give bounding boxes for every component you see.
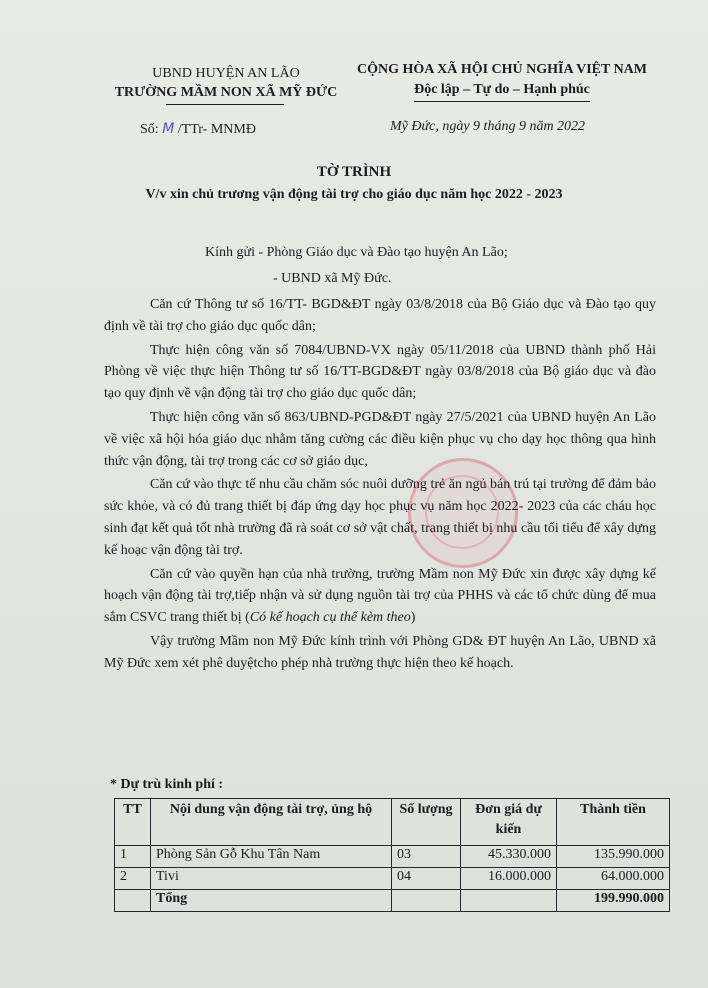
body-paragraph: Thực hiện công văn số 863/UBND-PGD&ĐT ngày 27/5/2021 của UBND huyện An Lão về việc xã hội hóa giáo dục nhằm tăng cường các điều kiện phục vụ cho dạy học thông qua hình thức vận động, tài trợ trong các cơ sở giáo dục, bbox=[104, 409, 656, 469]
item-name: Phòng Sản Gỗ Khu Tân Nam bbox=[151, 846, 392, 868]
table-row bbox=[115, 846, 670, 868]
table-row bbox=[115, 868, 670, 890]
column-header: TT bbox=[115, 799, 151, 846]
column-header: Thành tiền bbox=[557, 799, 670, 846]
document-title: TỜ TRÌNH bbox=[316, 164, 392, 180]
body-paragraph: Thực hiện công văn số 7084/UBND-VX ngày 05/11/2018 của UBND thành phố Hải Phòng về việc thực hiện Thông tư số 16/TT-BGD&ĐT ngày 03/8/2018 của Bộ giáo dục và đào tạo quy định về vận động tài trợ cho giáo dục quốc dân; bbox=[104, 342, 656, 402]
item-quantity: 03 bbox=[392, 846, 461, 868]
line-amount: 64.000.000 bbox=[557, 868, 670, 890]
national-motto: Độc lập – Tự do – Hạnh phúc bbox=[414, 80, 590, 102]
row-index: 1 bbox=[115, 846, 151, 868]
body-paragraph: Căn cứ Thông tư số 16/TT- BGD&ĐT ngày 03/8/2018 của Bộ Giáo dục và Đào tạo quy định về tài trợ cho giáo dục quốc dân; bbox=[104, 297, 656, 334]
column-header: Nội dung vận động tài trợ, ủng hộ bbox=[151, 799, 392, 846]
total-label: Tổng bbox=[151, 890, 392, 912]
budget-table bbox=[114, 798, 670, 912]
column-header: Đơn giá dự kiến bbox=[461, 799, 557, 846]
org-school: TRƯỜNG MẦM NON XÃ MỸ ĐỨC bbox=[114, 85, 338, 100]
doc-number-suffix: /TTr- MNMĐ bbox=[174, 122, 256, 137]
handwritten-number: M bbox=[162, 121, 175, 137]
document-number bbox=[140, 121, 256, 138]
body-paragraph: Căn cứ vào quyền hạn của nhà trường, trường Mầm non Mỹ Đức xin được xây dựng kế hoạch vận động tài trợ,tiếp nhận và sử dụng nguồn tài trợ của PHHS và các tổ chức dùng để mua sắm CSVC trang thiết bị (Có kế hoạch cụ thể kèm theo) bbox=[104, 566, 656, 626]
body-paragraph: Căn cứ vào thực tế nhu cầu chăm sóc nuôi dưỡng trẻ ăn ngủ bán trú tại trường để đảm bảo sức khỏe, và có đủ trang thiết bị đáp ứng dạy học phục vụ năm học 2022- 2023 của các cháu học sinh đạt kết quả tốt nhà trường đã rà soát cơ sở vật chất, trang thiết bị nhu cầu tối tiểu để xây dựng kế hoạc vận động tài trợ. bbox=[104, 477, 656, 558]
issuing-organization bbox=[96, 64, 356, 102]
org-parent: UBND HUYỆN AN LÃO bbox=[152, 66, 300, 81]
header-underline bbox=[166, 104, 284, 105]
recipients bbox=[205, 240, 508, 292]
table-header-row bbox=[115, 799, 670, 846]
row-index: 2 bbox=[115, 868, 151, 890]
budget-heading: * Dự trù kinh phí : bbox=[110, 777, 224, 792]
doc-number-prefix: Số: bbox=[140, 122, 159, 137]
table-total-row bbox=[115, 890, 670, 912]
place-date: Mỹ Đức, ngày 9 tháng 9 năm 2022 bbox=[390, 119, 586, 134]
line-amount: 135.990.000 bbox=[557, 846, 670, 868]
unit-price: 45.330.000 bbox=[461, 846, 557, 868]
recipient-line: Kính gửi - Phòng Giáo dục và Đào tạo huyện An Lão; bbox=[205, 245, 508, 260]
unit-price: 16.000.000 bbox=[461, 868, 557, 890]
item-name: Tivi bbox=[151, 868, 392, 890]
national-header bbox=[352, 60, 652, 102]
item-quantity: 04 bbox=[392, 868, 461, 890]
italic-note: Có kế hoạch cụ thể kèm theo bbox=[249, 610, 411, 626]
total-amount: 199.990.000 bbox=[557, 890, 670, 912]
document-subject: V/v xin chủ trương vận động tài trợ cho giáo dục năm học 2022 - 2023 bbox=[145, 187, 563, 202]
recipient-line: - UBND xã Mỹ Đức. bbox=[273, 271, 392, 286]
column-header: Số lượng bbox=[392, 799, 461, 846]
country-name: CỘNG HÒA XÃ HỘI CHỦ NGHĨA VIỆT NAM bbox=[356, 62, 647, 77]
document-body bbox=[104, 294, 656, 677]
body-paragraph: Vậy trường Mầm non Mỹ Đức kính trình với Phòng GD& ĐT huyện An Lão, UBND xã Mỹ Đức xem xét phê duyệtcho phép nhà trường thực hiện theo kế hoạch. bbox=[104, 633, 656, 671]
